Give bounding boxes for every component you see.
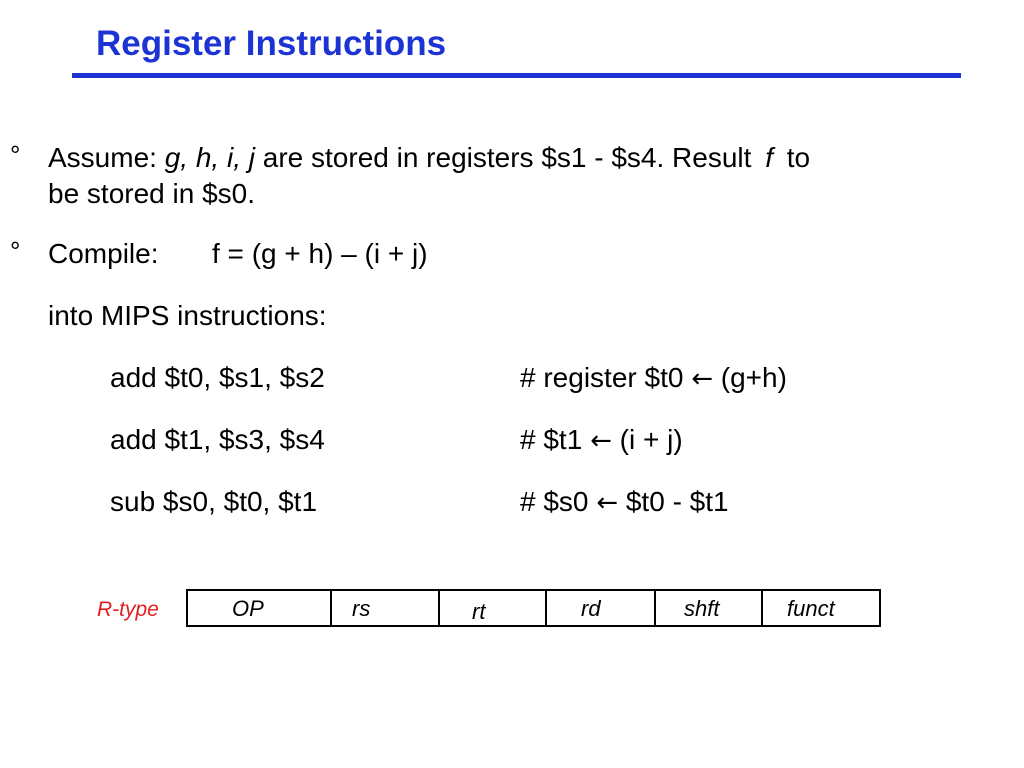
instruction-3-comment <box>520 484 729 521</box>
bullet-1-line-1 <box>48 140 810 176</box>
compile-label: Compile: <box>48 238 159 269</box>
left-arrow-icon: ← <box>590 426 612 456</box>
bullet-1-marker: ° <box>10 140 21 170</box>
rtype-field-rt: rt <box>438 589 545 627</box>
instruction-2-comment-post: (i + j) <box>619 424 683 455</box>
compile-expression: f = (g + h) – (i + j) <box>212 238 428 269</box>
rtype-field-rd: rd <box>545 589 654 627</box>
instruction-3-code: sub $s0, $t0, $t1 <box>110 486 318 517</box>
result-var: f <box>765 142 773 173</box>
rtype-field-op: OP <box>186 589 330 627</box>
rtype-field-rs: rs <box>330 589 438 627</box>
title-underline <box>72 73 961 78</box>
instruction-2-comment-pre: # $t1 <box>520 424 583 455</box>
into-mips-text: into MIPS instructions: <box>48 300 327 331</box>
left-arrow-icon: ← <box>691 364 713 394</box>
left-arrow-icon: ← <box>596 488 619 518</box>
instruction-1-code: add $t0, $s1, $s2 <box>110 362 325 393</box>
assume-label: Assume: <box>48 142 157 173</box>
assume-middle: are stored in registers $s1 - $s4. Result <box>262 142 752 173</box>
instruction-1-comment-post: (g+h) <box>720 362 787 393</box>
rtype-field-shft: shft <box>654 589 761 627</box>
instruction-1-comment <box>520 360 787 397</box>
slide-title: Register Instructions <box>96 24 447 63</box>
instruction-1-comment-pre: # register $t0 <box>520 362 684 393</box>
assume-vars: g, h, i, j <box>164 142 255 173</box>
instruction-2-comment <box>520 422 683 459</box>
rtype-format-table <box>186 589 881 627</box>
bullet-2-marker: ° <box>10 236 21 266</box>
bullet-1-line-2: be stored in $s0. <box>48 178 256 209</box>
rtype-field-funct: funct <box>761 589 881 627</box>
instruction-3-comment-post: $t0 - $t1 <box>625 486 729 517</box>
instruction-2-code: add $t1, $s3, $s4 <box>110 424 325 455</box>
rtype-label: R-type <box>97 598 159 621</box>
assume-tail: to <box>786 142 811 173</box>
instruction-3-comment-pre: # $s0 <box>520 486 589 517</box>
